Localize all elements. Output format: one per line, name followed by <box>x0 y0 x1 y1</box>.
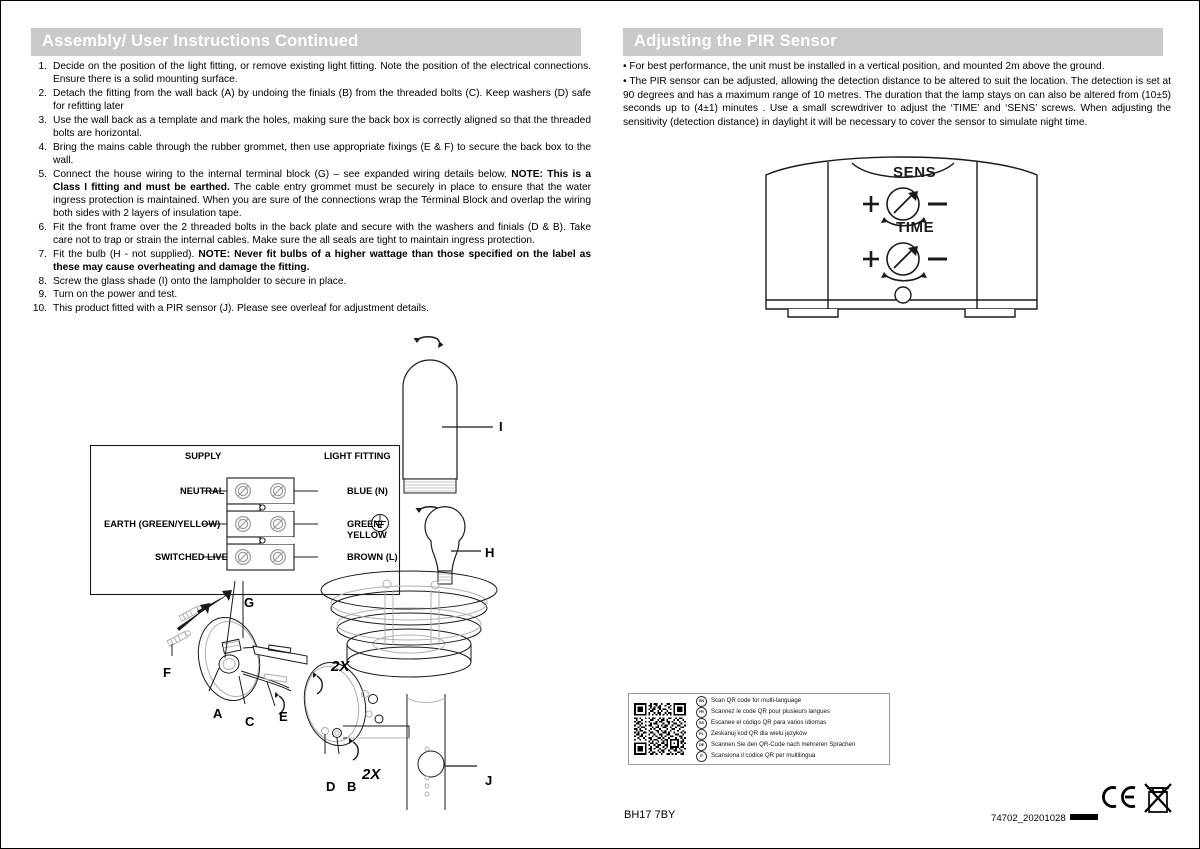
step-text-plain: The cable entry grommet must be securely in place to ensure that the water ingress protection is maintained. When you are sure of the connections wrap the Terminal Block and overlap the wiring both sides with 2 layers of insulation tape. <box>53 181 591 220</box>
instruction-step <box>31 141 591 167</box>
qr-language-line <box>696 751 855 762</box>
step-text-plain: Screw the glass shade (I) onto the lampholder to secure in place. <box>53 275 347 287</box>
step-text-plain: Connect the house wiring to the internal terminal block (G) – see expanded wiring details below. <box>53 168 512 180</box>
pir-paragraph: • The PIR sensor can be adjusted, allowing the detection distance to be altered to suit the location. The detection is set at 90 degrees and has a maximum range of 10 metres. The duration that the lamp stays on can also be altered from (10±5) seconds up to (4±1) minutes . Use a small screwdriver to adjust the ‘TIME’ and ‘SENS’ screws. When adjusting the sensitivity (detection distance) in daylight it will be necessary to cover the sensor to simulate night time. <box>623 76 1171 128</box>
weee-crossed-bin-icon <box>1143 781 1173 815</box>
step-text-plain: Decide on the position of the light fitting, or remove existing light fitting. Note the position of the electrical connections. Ensure there is a solid mounting surface. <box>53 61 591 86</box>
part-label-e: E <box>279 709 288 724</box>
wiring-label-switched-live: SWITCHED LIVE <box>155 552 228 562</box>
step-number: 6. <box>38 221 47 233</box>
step-text-plain: Fit the front frame over the 2 threaded bolts in the back plate and secure with the washers and finials (D & B). Take care not to trap or strain the internal cables. Make sure the all seals are tight to maintain ingress protection. <box>53 221 591 247</box>
qr-language-line <box>696 718 855 729</box>
qr-language-code: IT <box>696 751 707 762</box>
step-text-bold: NOTE: This is a Class I fitting and must be earthed. <box>53 168 591 193</box>
qr-language-code: DE <box>696 740 707 751</box>
pir-sensor-instructions <box>623 60 1171 129</box>
instruction-step <box>31 168 591 221</box>
instruction-step <box>31 87 591 113</box>
qr-code-panel <box>628 693 890 765</box>
footer-postcode: BH17 7BY <box>624 809 676 821</box>
step-text-plain: Turn on the power and test. <box>53 289 178 301</box>
step-text-plain: This product fitted with a PIR sensor (J). Please see overleaf for adjustment details. <box>53 303 429 315</box>
qr-language-text: Scannen Sie den QR-Code nach mehreren Sprachen <box>711 741 856 749</box>
part-label-j: J <box>485 773 493 788</box>
part-label-f: F <box>163 665 171 680</box>
step-number: 5. <box>38 168 47 180</box>
step-number: 2. <box>38 87 47 99</box>
step-text <box>53 288 591 301</box>
wiring-label-blue: BLUE (N) <box>347 486 388 496</box>
instruction-step <box>31 302 591 315</box>
qr-language-code: PL <box>696 729 707 740</box>
step-text <box>53 60 591 86</box>
step-text <box>53 168 591 221</box>
qr-language-list <box>696 696 855 762</box>
part-label-a: A <box>213 706 223 721</box>
part-label-g: G <box>244 595 255 610</box>
step-text-plain: Detach the fitting from the wall back (A) by undoing the finials (B) from the threaded bolts (C). Keep washers (D) safe for refitting later <box>53 87 591 113</box>
sens-dial-label: SENS <box>893 164 937 181</box>
ce-mark-icon <box>1099 784 1139 810</box>
time-dial-label: TIME <box>896 219 935 236</box>
qr-language-line <box>696 729 855 740</box>
qr-language-code: FR <box>696 707 707 718</box>
step-number: 3. <box>38 114 47 126</box>
step-text <box>53 221 591 247</box>
part-label-c: C <box>245 714 255 729</box>
step-text-plain: Bring the mains cable through the rubber grommet, then use appropriate fixings (E & F) to secure the back box to the wall. <box>53 141 591 166</box>
assembly-instructions-header: Assembly/ User Instructions Continued <box>31 28 581 56</box>
qr-language-text: Scannez le code QR pour plusieurs langues <box>711 708 830 716</box>
glass-shade-drawing <box>395 331 525 521</box>
wiring-supply-title: SUPPLY <box>185 451 222 461</box>
qr-language-code: ES <box>696 718 707 729</box>
step-text <box>53 275 591 288</box>
step-number: 8. <box>38 275 47 287</box>
quantity-marker-bottom: 2X <box>362 766 381 783</box>
qr-language-line <box>696 696 855 707</box>
wiring-label-brown: BROWN (L) <box>347 552 398 562</box>
step-number: 9. <box>38 289 47 301</box>
step-text <box>53 87 591 113</box>
pir-paragraph: • For best performance, the unit must be installed in a vertical position, and mounted 2m above the ground. <box>623 61 1105 72</box>
qr-code-image <box>634 703 686 755</box>
instruction-step <box>31 114 591 140</box>
exploded-assembly-drawing <box>157 586 527 811</box>
qr-language-line <box>696 740 855 751</box>
instruction-step <box>31 221 591 247</box>
assembly-steps-list <box>31 60 591 316</box>
step-text <box>53 302 591 315</box>
wiring-label-green: GREEN/ <box>347 519 383 529</box>
instruction-step <box>31 248 591 274</box>
step-number: 10. <box>32 303 47 315</box>
step-text <box>53 248 591 274</box>
instruction-step <box>31 288 591 301</box>
wiring-fitting-title: LIGHT FITTING <box>324 451 391 461</box>
instruction-step <box>31 60 591 86</box>
pir-sensor-header: Adjusting the PIR Sensor <box>623 28 1163 56</box>
step-number: 1. <box>38 61 47 72</box>
left-column <box>17 1 597 849</box>
quantity-marker-top: 2X <box>331 658 350 675</box>
wiring-label-earth: EARTH (GREEN/YELLOW) <box>104 519 221 529</box>
qr-language-text: Scan QR code for multi-language <box>711 697 802 705</box>
part-label-h: H <box>485 545 495 560</box>
qr-language-text: Scansiona il codice QR per multilingua <box>711 752 816 760</box>
qr-language-text: Escanee el código QR para varios idiomas <box>711 719 827 727</box>
part-label-b: B <box>347 779 357 794</box>
step-number: 4. <box>38 141 47 153</box>
instruction-step <box>31 275 591 288</box>
wiring-label-neutral: NEUTRAL <box>180 486 225 496</box>
step-text-plain: Fit the bulb (H - not supplied). <box>53 248 199 260</box>
step-text <box>53 114 591 140</box>
footer-product-code: 74702_20201028 <box>991 813 1066 824</box>
step-number: 7. <box>38 248 47 260</box>
qr-language-text: Zeskanuj kod QR dla wielu języków <box>711 730 807 738</box>
part-label-i: I <box>499 419 503 434</box>
step-text-plain: Use the wall back as a template and mark the holes, making sure the back box is correctly aligned so that the threaded bolts are horizontal. <box>53 114 591 140</box>
qr-language-code: EN <box>696 696 707 707</box>
right-column <box>615 1 1185 849</box>
step-text-bold: NOTE: Never fit bulbs of a higher wattage than those specified on the label as these may cause overheating and damage the fitting. <box>53 248 592 274</box>
qr-language-line <box>696 707 855 718</box>
footer-black-bar <box>1070 814 1098 820</box>
step-text <box>53 141 591 167</box>
wiring-label-yellow: YELLOW <box>347 530 387 540</box>
part-label-d: D <box>326 779 336 794</box>
